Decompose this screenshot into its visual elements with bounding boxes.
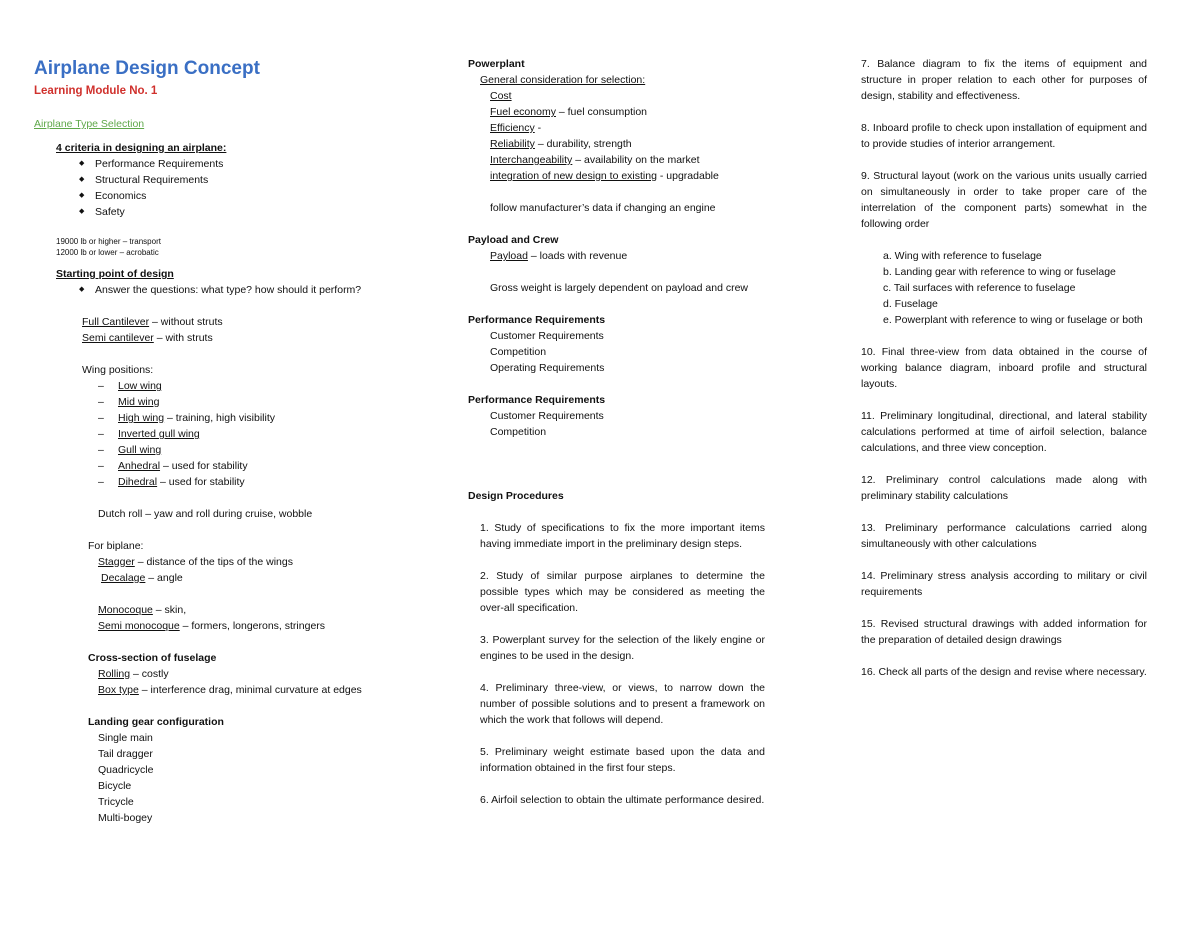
powerplant-heading: Powerplant [468, 58, 525, 70]
payload-heading: Payload and Crew [468, 234, 559, 246]
middle-column [468, 56, 768, 824]
list-item: Cost [490, 90, 512, 102]
weight-note: 12000 lb or lower – acrobatic [56, 248, 159, 257]
list-item: Tricycle [98, 796, 134, 808]
wing-positions-list [34, 378, 414, 490]
fuselage-heading: Cross-section of fuselage [88, 652, 217, 664]
list-item: 13. Preliminary performance calculations carried along simultaneously with other calculations [861, 522, 1147, 550]
list-item: ◆ Economics [79, 190, 147, 202]
list-item: b. Landing gear with reference to wing or fuselage [883, 266, 1116, 278]
list-item: Interchangeability – availability on the market [490, 154, 700, 166]
module-subtitle: Learning Module No. 1 [34, 85, 158, 97]
list-item: Competition [490, 426, 547, 438]
landing-gear-heading: Landing gear configuration [88, 716, 224, 728]
consideration-heading: General consideration for selection: [480, 74, 646, 86]
list-item: e. Powerplant with reference to wing or fuselage or both [883, 314, 1143, 326]
list-item: integration of new design to existing - upgradable [490, 170, 719, 182]
definition: Box type – interference drag, minimal curvature at edges [98, 684, 362, 696]
list-item: Customer Requirements [490, 410, 604, 422]
document-title: Airplane Design Concept [34, 58, 260, 79]
list-item: Customer Requirements [490, 330, 604, 342]
wing-positions-heading: Wing positions: [82, 364, 154, 376]
consideration-list [468, 88, 768, 216]
list-item: Single main [98, 732, 153, 744]
criteria-heading: 4 criteria in designing an airplane: [56, 142, 227, 154]
list-item: 5. Preliminary weight estimate based upon the data and information obtained in the first four steps. [480, 746, 765, 774]
list-item: ◆ Performance Requirements [79, 158, 224, 170]
list-item: Reliability – durability, strength [490, 138, 632, 150]
dutch-roll-note: Dutch roll – yaw and roll during cruise, wobble [98, 508, 313, 520]
list-item: Tail dragger [98, 748, 153, 760]
starting-point-heading: Starting point of design [56, 268, 174, 280]
list-item: Fuel economy – fuel consumption [490, 106, 648, 118]
engine-note: follow manufacturer’s data if changing an engine [490, 202, 716, 214]
list-item: ◆ Answer the questions: what type? how should it perform? [79, 284, 362, 296]
performance-heading: Performance Requirements [468, 314, 606, 326]
list-item: c. Tail surfaces with reference to fuselage [883, 282, 1076, 294]
definition: Rolling – costly [98, 668, 169, 680]
cantilever-definitions [34, 314, 414, 346]
weight-note: 19000 lb or higher – transport [56, 237, 161, 246]
gross-weight-note: Gross weight is largely dependent on payload and crew [490, 282, 748, 294]
design-procedures-heading: Design Procedures [468, 490, 564, 502]
definition: Stagger – distance of the tips of the wings [98, 556, 293, 568]
section-heading-type-selection: Airplane Type Selection [34, 118, 145, 130]
bullet-icon: ◆ [79, 208, 85, 215]
list-item: 4. Preliminary three-view, or views, to narrow down the number of possible solutions and to present a framework on which the work that follows will depend. [480, 682, 765, 726]
list-item: 10. Final three-view from data obtained in the course of working balance diagram, inboard profile and structural layouts. [861, 346, 1147, 390]
list-item: 11. Preliminary longitudinal, directional, and lateral stability calculations performed at time of airfoil selection, balance calculations, and three view conception. [861, 410, 1147, 454]
list-item: 16. Check all parts of the design and revise where necessary. [861, 666, 1147, 678]
list-item: 1. Study of specifications to fix the more important items having immediate import in the preliminary design steps. [480, 522, 765, 550]
list-item: 6. Airfoil selection to obtain the ultimate performance desired. [480, 794, 765, 806]
list-item: – Anhedral – used for stability [98, 460, 248, 472]
biplane-heading: For biplane: [88, 540, 144, 552]
list-item: – Low wing [98, 380, 162, 392]
list-item: Efficiency - [490, 122, 542, 134]
list-item: Operating Requirements [490, 362, 605, 374]
list-item: 7. Balance diagram to fix the items of equipment and structure in proper relation to each other for purposes of design, stability and effectiveness. [861, 58, 1147, 102]
definition: Monocoque – skin, [98, 604, 187, 616]
criteria-list [34, 156, 414, 220]
list-item: 3. Powerplant survey for the selection of the likely engine or engines to be used in the design. [480, 634, 765, 662]
list-item: Competition [490, 346, 547, 358]
list-item: Multi-bogey [98, 812, 153, 824]
definition: Semi cantilever – with struts [82, 332, 213, 344]
bullet-icon: ◆ [79, 192, 85, 199]
bullet-icon: ◆ [79, 286, 85, 293]
right-column [861, 56, 1147, 696]
list-item: a. Wing with reference to fuselage [883, 250, 1042, 262]
performance-heading: Performance Requirements [468, 394, 606, 406]
list-item: d. Fuselage [883, 298, 938, 310]
list-item: 12. Preliminary control calculations made along with preliminary stability calculations [861, 474, 1147, 502]
list-item: – Inverted gull wing [98, 428, 200, 440]
definition: Decalage – angle [101, 572, 183, 584]
list-item: – Mid wing [98, 396, 160, 408]
definition: Full Cantilever – without struts [82, 316, 223, 328]
list-item: ◆ Structural Requirements [79, 174, 209, 186]
bullet-icon: ◆ [79, 160, 85, 167]
list-item: 14. Preliminary stress analysis according to military or civil requirements [861, 570, 1147, 598]
structural-layout-order [861, 248, 1147, 328]
list-item: Quadricycle [98, 764, 154, 776]
list-item: 2. Study of similar purpose airplanes to determine the possible types which may be considered as meeting the over-all specification. [480, 570, 765, 614]
list-item: 8. Inboard profile to check upon installation of equipment and to provide studies of interior arrangement. [861, 122, 1147, 150]
list-item: 15. Revised structural drawings with added information for the preparation of detailed design drawings [861, 618, 1147, 646]
bullet-icon: ◆ [79, 176, 85, 183]
list-item: ◆ Safety [79, 206, 125, 218]
definition: Semi monocoque – formers, longerons, stringers [98, 620, 326, 632]
list-item: Bicycle [98, 780, 132, 792]
list-item: – High wing – training, high visibility [98, 412, 275, 424]
left-column [34, 56, 414, 826]
list-item: – Gull wing [98, 444, 162, 456]
landing-gear-list [34, 730, 414, 826]
list-item: 9. Structural layout (work on the various units usually carried on simultaneously in order to take proper care of the interrelation of the component parts) somewhat in the following order [861, 170, 1147, 230]
list-item: – Dihedral – used for stability [98, 476, 245, 488]
design-steps [468, 520, 765, 808]
definition: Payload – loads with revenue [490, 250, 628, 262]
